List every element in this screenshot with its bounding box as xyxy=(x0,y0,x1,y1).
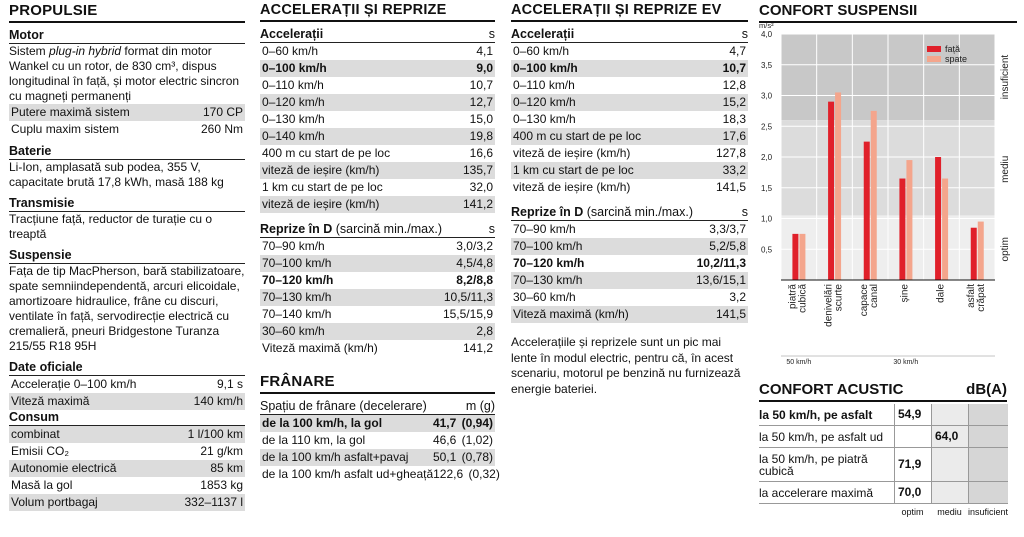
acceleratie-label: 1 km cu start de pe loc xyxy=(262,180,383,195)
y-tick-label: 1,0 xyxy=(761,214,773,224)
consum-row xyxy=(9,460,245,477)
legend-swatch-spate xyxy=(927,56,941,62)
y-tick-label: 3,5 xyxy=(761,60,773,70)
acceleratie-value: 12,7 xyxy=(469,95,493,110)
repriza-value: 141,2 xyxy=(462,341,493,356)
y-tick-label: 2,5 xyxy=(761,122,773,132)
acceleratii-title: ACCELERAȚII ȘI REPRIZE xyxy=(260,0,495,22)
consum-rows xyxy=(9,426,245,511)
ev-title: ACCELERAȚII ȘI REPRIZE EV xyxy=(511,0,748,22)
ev-reprize-rows xyxy=(511,221,748,323)
motor-text: Sistem plug-in hybrid format din motor Wankel cu un rotor, de 830 cm³, dispus longitudinal în față, și motor electric sincron cu magneți permanenți xyxy=(9,44,240,103)
consum-value: 332–1137 l xyxy=(184,495,243,509)
franare-row xyxy=(260,432,495,449)
ev-acceleratie-value: 12,8 xyxy=(722,78,746,93)
suspensie-heading: Suspensie xyxy=(9,248,245,264)
ev-repriza-label: 70–90 km/h xyxy=(513,222,576,237)
y-tick-label: 3,0 xyxy=(761,91,773,101)
consum-label: Masă la gol xyxy=(11,478,73,492)
acceleratie-value: 135,7 xyxy=(462,163,493,178)
y-unit-label: m/s² xyxy=(759,21,774,30)
acceleratie-row xyxy=(260,60,495,77)
bar-spate xyxy=(978,222,984,280)
zone-label: insuficient xyxy=(1000,54,1011,100)
ev-acceleratie-row xyxy=(511,162,748,179)
y-tick-label: 2,0 xyxy=(761,153,773,162)
franare-row xyxy=(260,449,495,466)
zone-label: mediu xyxy=(1000,155,1011,183)
consum-heading: Consum xyxy=(9,410,245,426)
franare-label: de la 100 km/h, la gol xyxy=(262,416,383,431)
acceleratie-value: 19,8 xyxy=(469,129,493,144)
acustic-col-label: optim xyxy=(901,507,924,517)
ev-reprize-header: Reprize în D (sarcină min./max.) s xyxy=(511,205,748,220)
acustic-value: 70,0 xyxy=(898,485,922,500)
consum-value: 1 l/100 km xyxy=(187,427,243,441)
acceleratie-value: 141,2 xyxy=(462,197,493,212)
repriza-value: 8,2/8,8 xyxy=(456,273,493,288)
repriza-value: 3,0/3,2 xyxy=(456,239,493,254)
acceleratie-label: 0–60 km/h xyxy=(262,44,319,59)
ev-acceleratie-label: 1 km cu start de pe loc xyxy=(513,163,634,178)
acceleratie-label: 400 m cu start de pe loc xyxy=(262,146,391,161)
category-label: șine xyxy=(899,284,911,303)
acustic-row xyxy=(759,404,1008,426)
bar-spate xyxy=(942,179,948,280)
bar-față xyxy=(971,228,977,280)
bar-spate xyxy=(906,160,912,280)
y-tick-label: 0,5 xyxy=(761,245,773,255)
acceleratie-value: 9,0 xyxy=(476,61,493,76)
acceleratie-label: 0–130 km/h xyxy=(262,112,325,127)
acceleratie-label: 0–110 km/h xyxy=(262,78,324,93)
category-label: asfaltcrăpat xyxy=(965,284,987,312)
consum-label: Volum portbagaj xyxy=(11,495,98,509)
repriza-row xyxy=(260,306,495,323)
ev-acceleratie-value: 17,6 xyxy=(722,129,746,144)
acustic-col-label: mediu xyxy=(937,507,962,517)
franare-value: 41,7 (0,94) xyxy=(432,416,493,431)
date-oficiale-row xyxy=(9,376,245,393)
bar-față xyxy=(828,102,834,280)
ev-repriza-row xyxy=(511,272,748,289)
franare-label: de la 100 km/h asfalt ud+gheață xyxy=(262,467,434,482)
acceleratie-value: 15,0 xyxy=(469,112,493,127)
acceleratie-row xyxy=(260,196,495,213)
reprize-header: Reprize în D (sarcină min./max.) s xyxy=(260,222,495,237)
transmisie-text: Tracțiune față, reductor de turație cu o treaptă xyxy=(9,212,212,241)
motor-spec-row xyxy=(9,104,245,121)
ev-repriza-value: 10,2/11,3 xyxy=(696,256,746,271)
consum-label: Autonomie electrică xyxy=(11,461,117,475)
acceleratie-row xyxy=(260,94,495,111)
repriza-label: 70–130 km/h xyxy=(262,290,332,305)
franare-title: FRÂNARE xyxy=(260,371,495,394)
legend-label-spate: spate xyxy=(945,54,968,64)
acustic-label: la 50 km/h, pe asfalt xyxy=(759,407,873,422)
ev-repriza-label: 70–120 km/h xyxy=(513,256,585,271)
ev-acceleratie-row xyxy=(511,94,748,111)
acceleratie-row xyxy=(260,179,495,196)
franare-row xyxy=(260,466,500,483)
acustic-table xyxy=(759,402,1007,532)
legend-swatch-față xyxy=(927,46,941,52)
acceleratie-row xyxy=(260,111,495,128)
acustic-label: la 50 km/h, pe asfalt ud xyxy=(759,429,884,444)
ev-acceleratie-label: 0–100 km/h xyxy=(513,61,578,76)
bar-spate xyxy=(835,92,841,280)
acceleratie-row xyxy=(260,162,495,179)
y-tick-label: 1,5 xyxy=(761,183,773,193)
acceleratie-value: 16,6 xyxy=(469,146,493,161)
ev-repriza-value: 3,2 xyxy=(729,290,746,305)
ev-acceleratie-label: viteză de ieșire (km/h) xyxy=(513,180,631,195)
ev-repriza-label: 30–60 km/h xyxy=(513,290,576,305)
date-oficiale-value: 9,1 s xyxy=(216,377,243,391)
ev-acceleratie-label: viteză de ieșire (km/h) xyxy=(513,146,631,161)
ev-acceleratie-row xyxy=(511,43,748,60)
repriza-label: 70–100 km/h xyxy=(262,256,332,271)
date-oficiale-value: 140 km/h xyxy=(193,394,243,408)
suspensie-text: Fața de tip MacPherson, bară stabilizatoare, spate semniindependentă, arcuri elicoidale, amortizoare hidraulice, frâne cu discuri, ventilate în față, servodirecție electrică cu cremalieră, pneuri Bridgestone Turanza 215/55 R18 95H xyxy=(9,264,245,353)
repriza-value: 15,5/15,9 xyxy=(442,307,493,322)
repriza-row xyxy=(260,255,495,272)
motor-spec-label: Putere maximă sistem xyxy=(11,105,130,119)
ev-repriza-row xyxy=(511,238,748,255)
acceleratie-row xyxy=(260,43,495,60)
confort-title: CONFORT SUSPENSII xyxy=(759,0,1017,23)
confort-suspensii-chart xyxy=(759,21,1017,366)
acceleratie-label: 0–100 km/h xyxy=(262,61,327,76)
bar-față xyxy=(792,234,798,280)
ev-acceleratie-value: 10,7 xyxy=(722,61,746,76)
acustic-label: la 50 km/h, pe piatră cubică xyxy=(759,451,868,478)
repriza-label: 70–90 km/h xyxy=(262,239,325,254)
consum-label: Emisii CO₂ xyxy=(11,444,69,458)
ev-acceleratii-header: Accelerații s xyxy=(511,27,748,42)
ev-acceleratie-label: 0–110 km/h xyxy=(513,78,575,93)
ev-acceleratie-label: 0–130 km/h xyxy=(513,112,576,127)
motor-heading: Motor xyxy=(9,28,245,44)
speed-label-50: 50 km/h xyxy=(786,359,812,366)
acceleratie-row xyxy=(260,145,495,162)
ev-repriza-row xyxy=(511,289,748,306)
acceleratii-rows xyxy=(260,43,495,213)
ev-acceleratie-row xyxy=(511,60,748,77)
acceleratie-value: 4,1 xyxy=(476,44,493,59)
confort-column xyxy=(759,0,1017,366)
acustic-title: CONFORT ACUSTIC xyxy=(759,381,904,398)
repriza-row xyxy=(260,238,495,255)
bar-spate xyxy=(871,111,877,280)
motor-spec-label: Cuplu maxim sistem xyxy=(11,122,120,136)
ev-note: Accelerațiile și reprizele sunt un pic mai lente în modul electric, pentru că, în acest scenariu, motorul pe benzină nu furnizează energie bateriei. xyxy=(511,335,741,396)
ev-repriza-label: 70–130 km/h xyxy=(513,273,583,288)
franare-row xyxy=(260,415,495,432)
ev-acceleratie-value: 127,8 xyxy=(715,146,746,161)
ev-acceleratie-row xyxy=(511,111,748,128)
franare-value: 122,6 (0,32) xyxy=(433,467,500,482)
repriza-row xyxy=(260,340,495,357)
acceleratii-header: Accelerații s xyxy=(260,27,495,42)
ev-repriza-label: 70–100 km/h xyxy=(513,239,583,254)
repriza-label: 70–140 km/h xyxy=(262,307,332,322)
reprize-rows xyxy=(260,238,495,357)
consum-row xyxy=(9,426,245,443)
acceleratie-value: 32,0 xyxy=(469,180,493,195)
ev-acceleratie-row xyxy=(511,77,748,94)
repriza-label: 30–60 km/h xyxy=(262,324,325,339)
acceleratie-row xyxy=(260,77,495,94)
motor-spec-value: 260 Nm xyxy=(200,122,243,136)
ev-acceleratie-value: 141,5 xyxy=(715,180,746,195)
propulsie-column xyxy=(9,0,245,511)
acceleratii-column xyxy=(260,0,500,483)
date-oficiale-row xyxy=(9,393,245,410)
acustic-section xyxy=(759,381,1007,532)
acustic-unit: dB(A) xyxy=(966,381,1007,398)
motor-spec-value: 170 CP xyxy=(202,105,243,119)
bar-spate xyxy=(799,234,805,280)
baterie-text: Li-Ion, amplasată sub podea, 355 V, capacitate brută 17,8 kWh, masă 188 kg xyxy=(9,160,224,189)
franare-value: 50,1 (0,78) xyxy=(432,450,493,465)
consum-value: 1853 kg xyxy=(200,478,243,492)
repriza-row xyxy=(260,272,495,289)
date-oficiale-label: Viteză maximă xyxy=(11,394,90,408)
acceleratie-label: viteză de ieșire (km/h) xyxy=(262,197,380,212)
repriza-row xyxy=(260,323,495,340)
consum-value: 85 km xyxy=(210,461,243,475)
acustic-row xyxy=(759,426,1008,448)
consum-row xyxy=(9,494,245,511)
repriza-value: 2,8 xyxy=(476,324,493,339)
bar-față xyxy=(935,157,941,280)
repriza-row xyxy=(260,289,495,306)
acustic-label: la accelerare maximă xyxy=(759,485,874,500)
category-label: dale xyxy=(935,284,947,303)
ev-acceleratie-value: 18,3 xyxy=(722,112,746,127)
ev-repriza-row xyxy=(511,255,748,272)
ev-acceleratii-rows xyxy=(511,43,748,196)
bar-față xyxy=(899,179,905,280)
ev-repriza-row xyxy=(511,221,748,238)
ev-acceleratie-value: 33,2 xyxy=(722,163,746,178)
acceleratie-label: 0–140 km/h xyxy=(262,129,325,144)
category-label: denivelăriscurte xyxy=(823,284,845,327)
speed-label-30: 30 km/h xyxy=(893,359,919,366)
ev-acceleratie-label: 0–120 km/h xyxy=(513,95,576,110)
ev-acceleratie-value: 4,7 xyxy=(729,44,746,59)
acustic-row xyxy=(759,448,1008,482)
propulsie-title: PROPULSIE xyxy=(9,0,245,23)
legend-label-față: față xyxy=(945,44,961,54)
repriza-label: 70–120 km/h xyxy=(262,273,334,288)
ev-column xyxy=(511,0,748,397)
motor-spec-row xyxy=(9,121,245,138)
consum-row xyxy=(9,477,245,494)
consum-row xyxy=(9,443,245,460)
consum-value: 21 g/km xyxy=(200,444,243,458)
ev-repriza-value: 5,2/5,8 xyxy=(709,239,746,254)
acustic-col-label: insuficient xyxy=(968,507,1009,517)
ev-acceleratie-label: 0–60 km/h xyxy=(513,44,570,59)
ev-repriza-value: 3,3/3,7 xyxy=(709,222,746,237)
y-tick-label: 4,0 xyxy=(761,30,773,39)
category-label: capacecanal xyxy=(858,284,880,317)
transmisie-heading: Transmisie xyxy=(9,196,245,212)
franare-label: de la 110 km, la gol xyxy=(262,433,366,448)
ev-repriza-value: 141,5 xyxy=(715,307,746,322)
baterie-heading: Baterie xyxy=(9,144,245,160)
ev-acceleratie-row xyxy=(511,145,748,162)
consum-label: combinat xyxy=(11,427,60,441)
date-oficiale-label: Accelerație 0–100 km/h xyxy=(11,377,137,391)
acustic-value: 64,0 xyxy=(935,429,959,444)
acceleratie-label: 0–120 km/h xyxy=(262,95,325,110)
franare-label: de la 100 km/h asfalt+pavaj xyxy=(262,450,409,465)
franare-header: Spațiu de frânare (decelerare) m (g) xyxy=(260,399,495,414)
repriza-label: Viteză maximă (km/h) xyxy=(262,341,378,356)
repriza-value: 10,5/11,3 xyxy=(443,290,493,305)
ev-repriza-row xyxy=(511,306,748,323)
acceleratie-label: viteză de ieșire (km/h) xyxy=(262,163,380,178)
acustic-row xyxy=(759,482,1008,504)
franare-value: 46,6 (1,02) xyxy=(432,433,493,448)
acustic-value: 71,9 xyxy=(898,457,922,472)
acustic-header xyxy=(759,381,1007,402)
ev-acceleratie-label: 400 m cu start de pe loc xyxy=(513,129,642,144)
zone-label: optim xyxy=(1000,237,1011,262)
ev-acceleratie-row xyxy=(511,179,748,196)
date-oficiale-rows xyxy=(9,376,245,410)
motor-specs xyxy=(9,104,245,138)
ev-acceleratie-value: 15,2 xyxy=(722,95,746,110)
date-oficiale-heading: Date oficiale xyxy=(9,360,245,376)
acustic-value: 54,9 xyxy=(898,407,922,422)
ev-repriza-label: Viteză maximă (km/h) xyxy=(513,307,629,322)
ev-acceleratie-row xyxy=(511,128,748,145)
franare-rows xyxy=(260,415,500,483)
ev-repriza-value: 13,6/15,1 xyxy=(695,273,746,288)
acceleratie-row xyxy=(260,128,495,145)
acceleratie-value: 10,7 xyxy=(469,78,493,93)
repriza-value: 4,5/4,8 xyxy=(456,256,493,271)
bar-față xyxy=(864,142,870,280)
category-label: piatrăcubică xyxy=(787,284,809,313)
